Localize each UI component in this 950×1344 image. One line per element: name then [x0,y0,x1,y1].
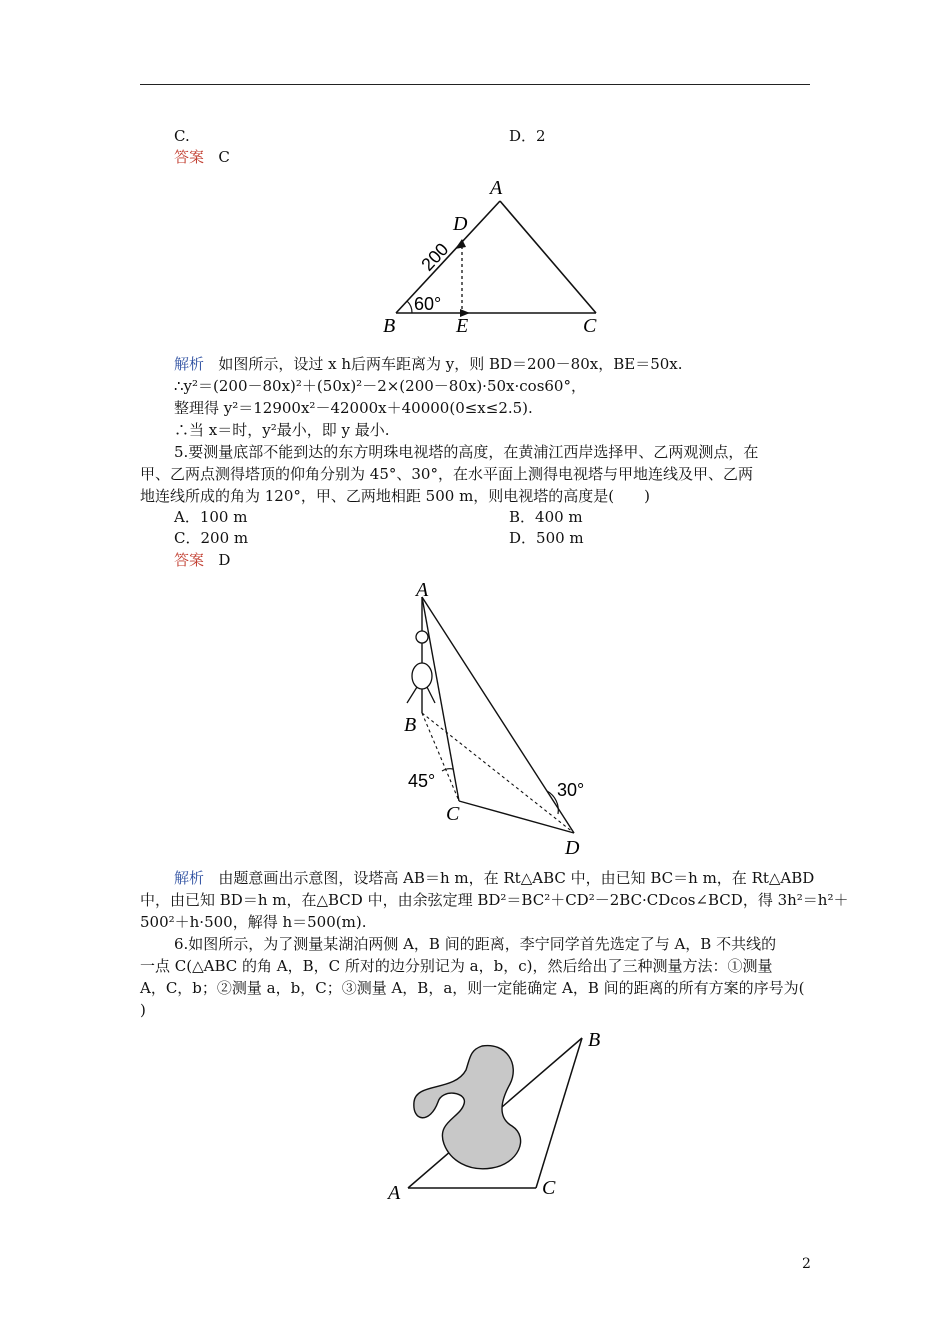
q5-line3: 地连线所成的角为 120°，甲、乙两地相距 500 m，则电视塔的高度是( ) [140,487,650,505]
answer-value: D [218,551,231,569]
figure-tower [395,575,605,860]
side-label-200: 200 [417,239,453,275]
label-b: B [588,1029,601,1051]
q5-option-c: C．200 m [174,529,249,547]
label-a: A [388,1182,401,1204]
label-c: C [583,315,597,337]
q5-line2: 甲、乙两点测得塔顶的仰角分别为 45°、30°，在水平面上测得电视塔与甲地连线及甲、乙两 [140,465,753,483]
line-ad [422,597,574,833]
angle-label-60: 60° [414,294,442,314]
figure-lake [370,1022,620,1212]
solution-label: 解析 [174,869,205,887]
angle-arc-c [442,769,453,771]
line-bc [536,1038,582,1188]
option-c: C. [174,127,190,145]
tower-leg-left [407,687,417,703]
answer-label: 答案 [174,551,205,569]
line-bd-dashed [422,713,574,833]
label-b: B [383,315,396,337]
figure-triangle-abc [370,170,620,345]
q5-option-d: D．500 m [509,529,584,547]
solution-q4-line2: ∴y²＝(200－80x)²＋(50x)²－2×(200－80x)·50x·cos60°， [174,377,586,395]
label-e: E [456,315,469,337]
q6-line3: A，C，b；②测量 a，b，C；③测量 A，B，a，则一定能确定 A，B 间的距离的所有方案的序号为( [140,979,805,997]
solution-q4-line4: ∴当 x＝时，y²最小，即 y 最小. [174,421,390,439]
tower-leg-right [427,687,435,703]
solution-q4-line1: 解析 如图所示，设过 x h后两车距离为 y，则 BD＝200－80x，BE＝50x. [174,355,683,373]
q5-option-b: B．400 m [509,508,583,526]
label-c: C [542,1177,556,1199]
answer-line-q4 [174,147,230,167]
q6-line4: ) [140,1001,146,1019]
solution-q5-line3: 500²＋h·500，解得 h＝500(m). [140,913,367,931]
option-d: D．2 [509,127,546,145]
label-d: D [565,837,580,859]
header-rule [140,84,810,85]
q5-option-a: A．100 m [174,508,248,526]
answer-value: C [218,148,230,166]
solution-q5-line2: 中，由已知 BD＝h m，在△BCD 中，由余弦定理 BD²＝BC²＋CD²－2BC·CDcos∠BCD，得 3h²＝h²＋ [140,891,849,909]
label-c: C [446,803,460,825]
angle-label-30: 30° [557,780,585,800]
tower-ball-mid [412,663,432,689]
label-b: B [404,714,417,736]
page-number: 2 [802,1256,811,1272]
angle-label-45: 45° [408,771,436,791]
answer-line-q5 [174,550,230,570]
solution-q4-line3: 整理得 y²＝12900x²－42000x＋40000(0≤x≤2.5). [174,399,533,417]
lake-shape [414,1046,521,1169]
q6-line2: 一点 C(△ABC 的角 A，B，C 所对的边分别记为 a，b，c)，然后给出了三种测量方法：①测量 [140,957,773,975]
label-a: A [490,177,503,199]
tower-ball-top [416,631,428,643]
angle-arc-b [407,301,412,313]
solution-label: 解析 [174,355,205,373]
segment-ac [500,201,596,313]
q6-line1: 6.如图所示，为了测量某湖泊两侧 A，B 间的距离，李宁同学首先选定了与 A，B 不共线的 [174,935,777,953]
answer-label: 答案 [174,148,205,166]
label-d: D [453,213,468,235]
q5-line1: 5.要测量底部不能到达的东方明珠电视塔的高度，在黄浦江西岸选择甲、乙两观测点，在 [174,443,759,461]
solution-q5-line1: 解析 由题意画出示意图，设塔高 AB＝h m，在 Rt△ABC 中，由已知 BC＝h m，在 Rt△ABD [174,869,815,887]
label-a: A [416,579,429,601]
